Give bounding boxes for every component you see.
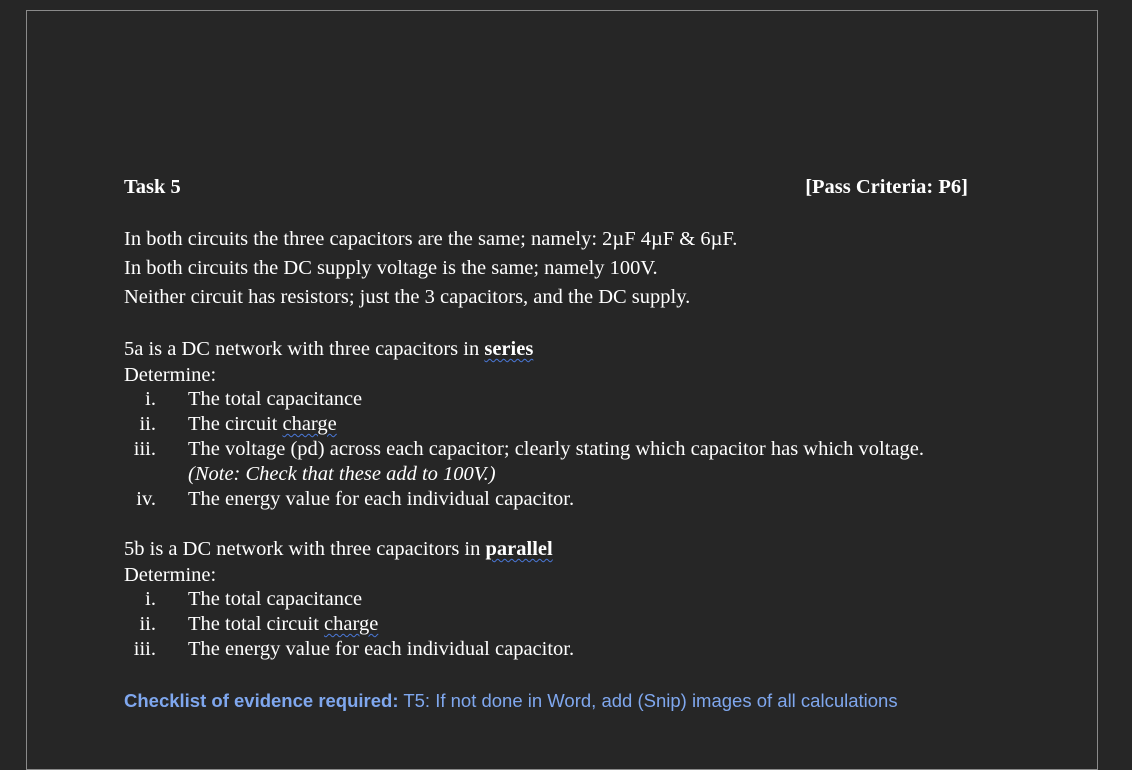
list-item-text: The voltage (pd) across each capacitor; clearly stating which capacitor has which voltage. — [188, 438, 924, 460]
list-item-text — [188, 613, 378, 636]
list-item-text: The energy value for each individual capacitor. — [188, 638, 575, 660]
pass-criteria: [Pass Criteria: P6] — [805, 176, 968, 198]
list-number: ii. — [139, 613, 156, 635]
part-a-heading-text: 5a is a DC network with three capacitors in — [124, 338, 485, 360]
part-a-keyword: series — [484, 338, 534, 360]
list-number: i. — [145, 388, 156, 410]
list-number: iii. — [133, 638, 156, 660]
list-number: iii. — [133, 438, 156, 460]
intro-line-2: In both circuits the DC supply voltage is the same; namely 100V. — [124, 257, 658, 279]
list-item-text-prefix: The circuit — [188, 413, 283, 435]
checklist-text: T5: If not done in Word, add (Snip) images of all calculations — [398, 690, 898, 711]
evidence-checklist — [124, 690, 898, 712]
intro-line-3: Neither circuit has resistors; just the 3 capacitors, and the DC supply. — [124, 286, 691, 308]
part-b-heading-text: 5b is a DC network with three capacitors in — [124, 538, 486, 560]
list-number: iv. — [136, 488, 156, 510]
list-number: ii. — [139, 413, 156, 435]
intro-line-1: In both circuits the three capacitors are the same; namely: 2µF 4µF & 6µF. — [124, 228, 738, 250]
part-a-heading — [124, 338, 533, 361]
list-item-text-prefix: The total circuit — [188, 613, 325, 635]
task-title: Task 5 — [124, 176, 181, 198]
part-a-determine: Determine: — [124, 364, 217, 386]
checklist-label: Checklist of evidence required: — [124, 690, 399, 711]
list-item-keyword: charge — [282, 413, 337, 435]
part-b-heading — [124, 538, 553, 561]
list-item-text: The total capacitance — [188, 588, 363, 610]
task-header — [124, 176, 968, 204]
part-b-keyword: parallel — [485, 538, 553, 560]
list-item-keyword: charge — [324, 613, 379, 635]
list-item-text: The total capacitance — [188, 388, 363, 410]
list-number: i. — [145, 588, 156, 610]
list-item-text: The energy value for each individual capacitor. — [188, 488, 575, 510]
note-text: (Note: Check that these add to 100V.) — [188, 463, 496, 485]
list-item-text — [188, 413, 337, 436]
part-b-determine: Determine: — [124, 564, 217, 586]
